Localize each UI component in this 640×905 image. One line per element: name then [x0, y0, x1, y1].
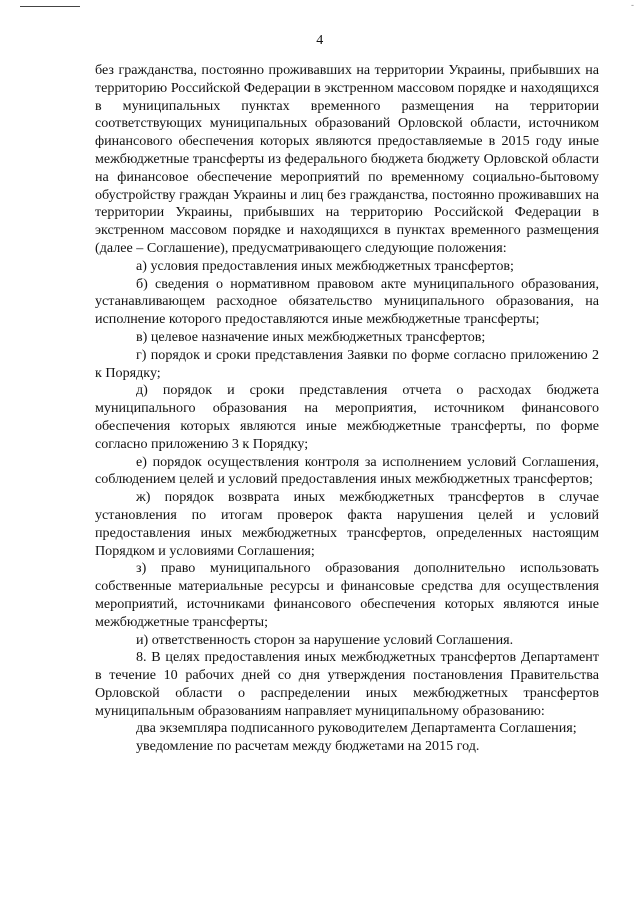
clause-8-paragraph: 8. В целях предоставления иных межбюджетных трансфертов Департамент в течение 10 рабочих дней со дня утверждения постановления Правительства Орловской области о распределении иных межбюджетных трансфертов муниципальным образованиям направляет муниципальному образованию: [95, 649, 599, 719]
list-item-v: в) целевое назначение иных межбюджетных трансфертов; [136, 328, 486, 345]
list-item-g: г) порядок и сроки представления Заявки по форме согласно приложению 2 к Порядку; [95, 346, 599, 381]
top-rule [20, 6, 80, 7]
list-item-a: а) условия предоставления иных межбюджетных трансфертов; [136, 257, 514, 274]
enclosure-item-notice: уведомление по расчетам между бюджетами на 2015 год. [136, 738, 480, 755]
list-item-d: д) порядок и сроки представления отчета о расходах бюджета муниципального образования на мероприятия, источником финансового обеспечения которых являются иные межбюджетные трансферты, по форме согласно приложению 3 к Порядку; [95, 382, 599, 452]
list-item-i: и) ответственность сторон за нарушение условий Соглашения. [136, 631, 514, 648]
list-item-b: б) сведения о нормативном правовом акте муниципального образования, устанавливающем расходное обязательство муниципального образования, на исполнение которого предоставляются иные межбюджетные трансферты; [95, 275, 599, 328]
list-item-e: е) порядок осуществления контроля за исполнением условий Соглашения, соблюдением целей и условий предоставления иных межбюджетных трансфертов; [95, 453, 599, 488]
page-number: 4 [316, 33, 324, 48]
corner-mark: - [631, 0, 634, 10]
document-body [95, 62, 599, 756]
list-item-z: з) право муниципального образования дополнительно использовать собственные материальные ресурсы и финансовые средства для осуществления мероприятий, источниками финансового обеспечения которых являются иные межбюджетные трансферты; [95, 560, 599, 630]
paragraph-continuation: без гражданства, постоянно проживавших на территории Украины, прибывших на территорию Российской Федерации в экстренном массовом порядке и находящихся в муниципальных пунктах временного размещения на территории соответствующих муниципальных образований Орловской области, источником финансового обеспечения которых являются предоставляемые в 2015 году иные межбюджетные трансферты из федерального бюджета бюджету Орловской области на финансовое обеспечение мероприятий по временному социально-бытовому обустройству граждан Украины и лиц без гражданства, постоянно проживавших на территории Украины, прибывших на территорию Российской Федерации в экстренном массовом порядке и находящихся в пунктах временного размещения (далее – Соглашение), предусматривающего следующие положения: [95, 62, 599, 256]
list-item-zh: ж) порядок возврата иных межбюджетных трансфертов в случае установления по итогам проверок факта нарушения целей и условий предоставления иных межбюджетных трансфертов, определенных настоящим Порядком и условиями Соглашения; [95, 489, 599, 559]
enclosure-item-agreement: два экземпляра подписанного руководителем Департамента Соглашения; [136, 720, 577, 737]
